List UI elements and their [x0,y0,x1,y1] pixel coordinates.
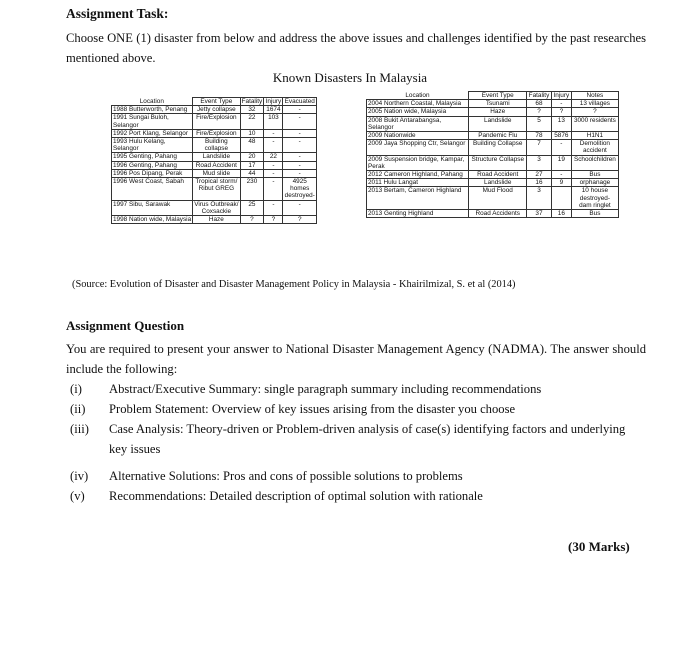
table-cell [551,187,571,210]
table-cell: 13 [551,116,571,131]
table-cell: 78 [527,132,552,140]
header-injury: Injury [265,98,282,105]
header-location: Location [405,91,430,99]
table-row [112,161,317,169]
list-item-text: Alternative Solutions: Pros and cons of possible solutions to problems [109,469,463,483]
table-cell: Landslide [469,179,527,187]
table-cell: 1996 Pos Dipang, Perak [112,169,193,177]
table-cell: - [283,138,317,153]
table-cell: - [264,200,283,215]
table-cell: ? [527,108,552,116]
table-cell: - [264,161,283,169]
table-cell: - [283,106,317,114]
table-cell: Mud Flood [469,187,527,210]
table-cell: - [283,161,317,169]
table-cell: 17 [240,161,264,169]
table-cell: - [551,140,571,155]
table-row [112,200,317,215]
list-item-number: (i) [70,382,82,396]
header-location: Location [139,97,164,105]
table-row [367,108,619,116]
list-item-number: (ii) [70,402,86,416]
table-caption: Known Disasters In Malaysia [272,70,428,85]
table-cell: Structure Collapse [469,155,527,170]
table-cell: Tropical storm/ Ribut GREG [193,178,240,201]
table-row [112,138,317,153]
table-cell: 103 [264,114,283,129]
table-cell: 5 [527,116,552,131]
table-cell: 3 [527,155,552,170]
table-row [367,155,619,170]
table-cell: - [283,200,317,215]
table-cell: 10 house destroyed- dam ringlet [571,187,618,210]
table-cell: Road Accident [469,171,527,179]
marks-label: (30 Marks) [568,539,630,554]
table-cell: 1997 Sibu, Sarawak [112,200,193,215]
table-cell: 1674 [264,106,283,114]
table-cell: Building collapse [193,138,240,153]
list-item-text: Recommendations: Detailed description of optimal solution with rationale [109,489,483,503]
table-cell: - [283,169,317,177]
table-cell: ? [283,216,317,224]
table-cell: 5876 [551,132,571,140]
table-cell: Landslide [193,153,240,161]
list-item-text: Abstract/Executive Summary: single paragraph summary including recommendations [109,382,542,396]
table-cell: 1993 Hulu Kelang, Selangor [112,138,193,153]
header-notes: Notes [571,92,618,100]
table-cell: 37 [527,210,552,218]
table-cell: ? [264,216,283,224]
header-injury: Injury [551,92,571,100]
list-item [66,466,646,486]
table-cell: 2012 Cameron Highland, Pahang [367,171,469,179]
table-cell: 1991 Sungai Buloh, Selangor [112,114,193,129]
table-cell: Building Collapse [469,140,527,155]
list-item-number: (iii) [70,422,89,436]
table-cell: 2011 Hulu Langat [367,179,469,187]
table-cell: 2004 Northern Coastal, Malaysia [367,100,469,108]
table-cell: Virus Outbreak/ Coxsackie [194,200,239,215]
table-cell: Pandemic Flu [469,132,527,140]
header-fatality: Fatality [241,98,263,105]
table-row [112,169,317,177]
table-row [112,153,317,161]
table-row [367,187,619,210]
table-cell: Road Accidents [469,210,527,218]
table-row [367,100,619,108]
table-cell: - [551,100,571,108]
assignment-task-title: Assignment Task: [66,6,169,21]
table-cell: Schoolchildren [571,155,618,170]
table-cell: 4925 homes destroyed- [284,178,315,200]
table-row [367,140,619,155]
table-cell: 68 [527,100,552,108]
list-item [66,419,646,459]
list-item [66,379,646,399]
list-item [66,399,646,419]
header-evacuated: Evacuated [284,98,315,105]
table-cell: 13 villages [571,100,618,108]
table-cell: 48 [240,138,264,153]
table-cell: 2008 Bukit Antarabangsa, Selangor [367,116,469,131]
table-cell: Fire/Explosion [193,129,240,137]
table-cell: - [283,129,317,137]
table-row [367,171,619,179]
table-cell: - [264,138,283,153]
table-cell: 2013 Genting Highland [367,210,469,218]
disasters-table-left [111,97,317,224]
requirements-list [66,379,646,506]
table-cell: ? [240,216,264,224]
table-row [112,216,317,224]
assignment-task-intro: Choose ONE (1) disaster from below and address the above issues and challenges identified by the past researches mentioned above. [66,31,646,65]
table-cell: 7 [527,140,552,155]
list-item-text: Case Analysis: Theory-driven or Problem-driven analysis of case(s) identifying factors and underlying key issues [109,422,626,456]
table-cell: 3 [527,187,552,210]
table-cell: H1N1 [571,132,618,140]
disasters-table-right [366,91,619,218]
table-cell: 9 [551,179,571,187]
table-cell: 22 [264,153,283,161]
table-row [367,132,619,140]
table-cell: 1996 West Coast, Sabah [112,178,193,201]
table-cell: Jetty collapse [193,106,240,114]
table-cell: - [264,178,283,201]
table-row [112,129,317,137]
list-item-text: Problem Statement: Overview of key issues arising from the disaster you choose [109,402,516,416]
table-cell: 20 [240,153,264,161]
table-cell: 1996 Genting, Pahang [112,161,193,169]
table-cell: 44 [240,169,264,177]
table-cell: ? [551,108,571,116]
table-cell: Mud slide [193,169,240,177]
table-cell: 1992 Port Klang, Selangor [112,129,193,137]
table-row [112,114,317,129]
table-cell: 19 [551,155,571,170]
source-citation: (Source: Evolution of Disaster and Disaster Management Policy in Malaysia - Khairilmizal, S. et al (2014) [72,279,516,290]
table-cell: 1998 Nation wide, Malaysia [113,216,192,224]
table-cell: 22 [240,114,264,129]
list-item-number: (v) [70,489,85,503]
table-cell: 16 [527,179,552,187]
table-cell: - [283,114,317,129]
assignment-question-text: You are required to present your answer to National Disaster Management Agency (NADMA). The answer should include the following: [66,342,646,376]
table-cell: Demolition accident [571,140,618,155]
table-row [367,116,619,131]
table-cell: 1995 Genting, Pahang [112,153,193,161]
table-cell: 2005 Nation wide, Malaysia [367,108,469,116]
table-cell: 27 [527,171,552,179]
table-cell: - [264,129,283,137]
table-cell: Landslide [469,116,527,131]
list-item-number: (iv) [70,469,89,483]
table-cell: 1988 Butterworth, Penang [112,106,193,114]
header-fatality: Fatality [527,92,552,100]
table-cell: 16 [551,210,571,218]
table-cell: 2009 Nationwide [367,132,469,140]
table-cell: 2009 Suspension bridge, Kampar, Perak [367,155,469,170]
table-cell: orphanage [571,179,618,187]
table-cell: 2013 Bertam, Cameron Highland [367,187,469,210]
table-cell: Tsunami [469,100,527,108]
table-row [112,178,317,201]
table-row [112,106,317,114]
table-cell: 2009 Jaya Shopping Ctr, Selangor [367,140,469,155]
table-row [367,210,619,218]
table-cell: Haze [469,108,527,116]
table-cell: Fire/Explosion [193,114,240,129]
table-row [367,179,619,187]
assignment-question-title: Assignment Question [66,318,185,333]
table-cell: 32 [240,106,264,114]
table-cell: Bus [571,171,618,179]
table-cell: - [551,171,571,179]
table-cell: - [264,169,283,177]
table-cell: - [283,153,317,161]
table-cell: Road Accident [193,161,240,169]
table-cell: 25 [240,200,264,215]
list-item [66,486,646,506]
table-cell: Haze [193,216,240,224]
table-cell: 10 [240,129,264,137]
header-event-type: Event Type [193,98,240,106]
table-cell: ? [571,108,618,116]
table-cell: 230 [240,178,264,201]
header-event-type: Event Type [469,92,527,100]
table-cell: Bus [571,210,618,218]
table-cell: 3000 residents [571,116,618,131]
